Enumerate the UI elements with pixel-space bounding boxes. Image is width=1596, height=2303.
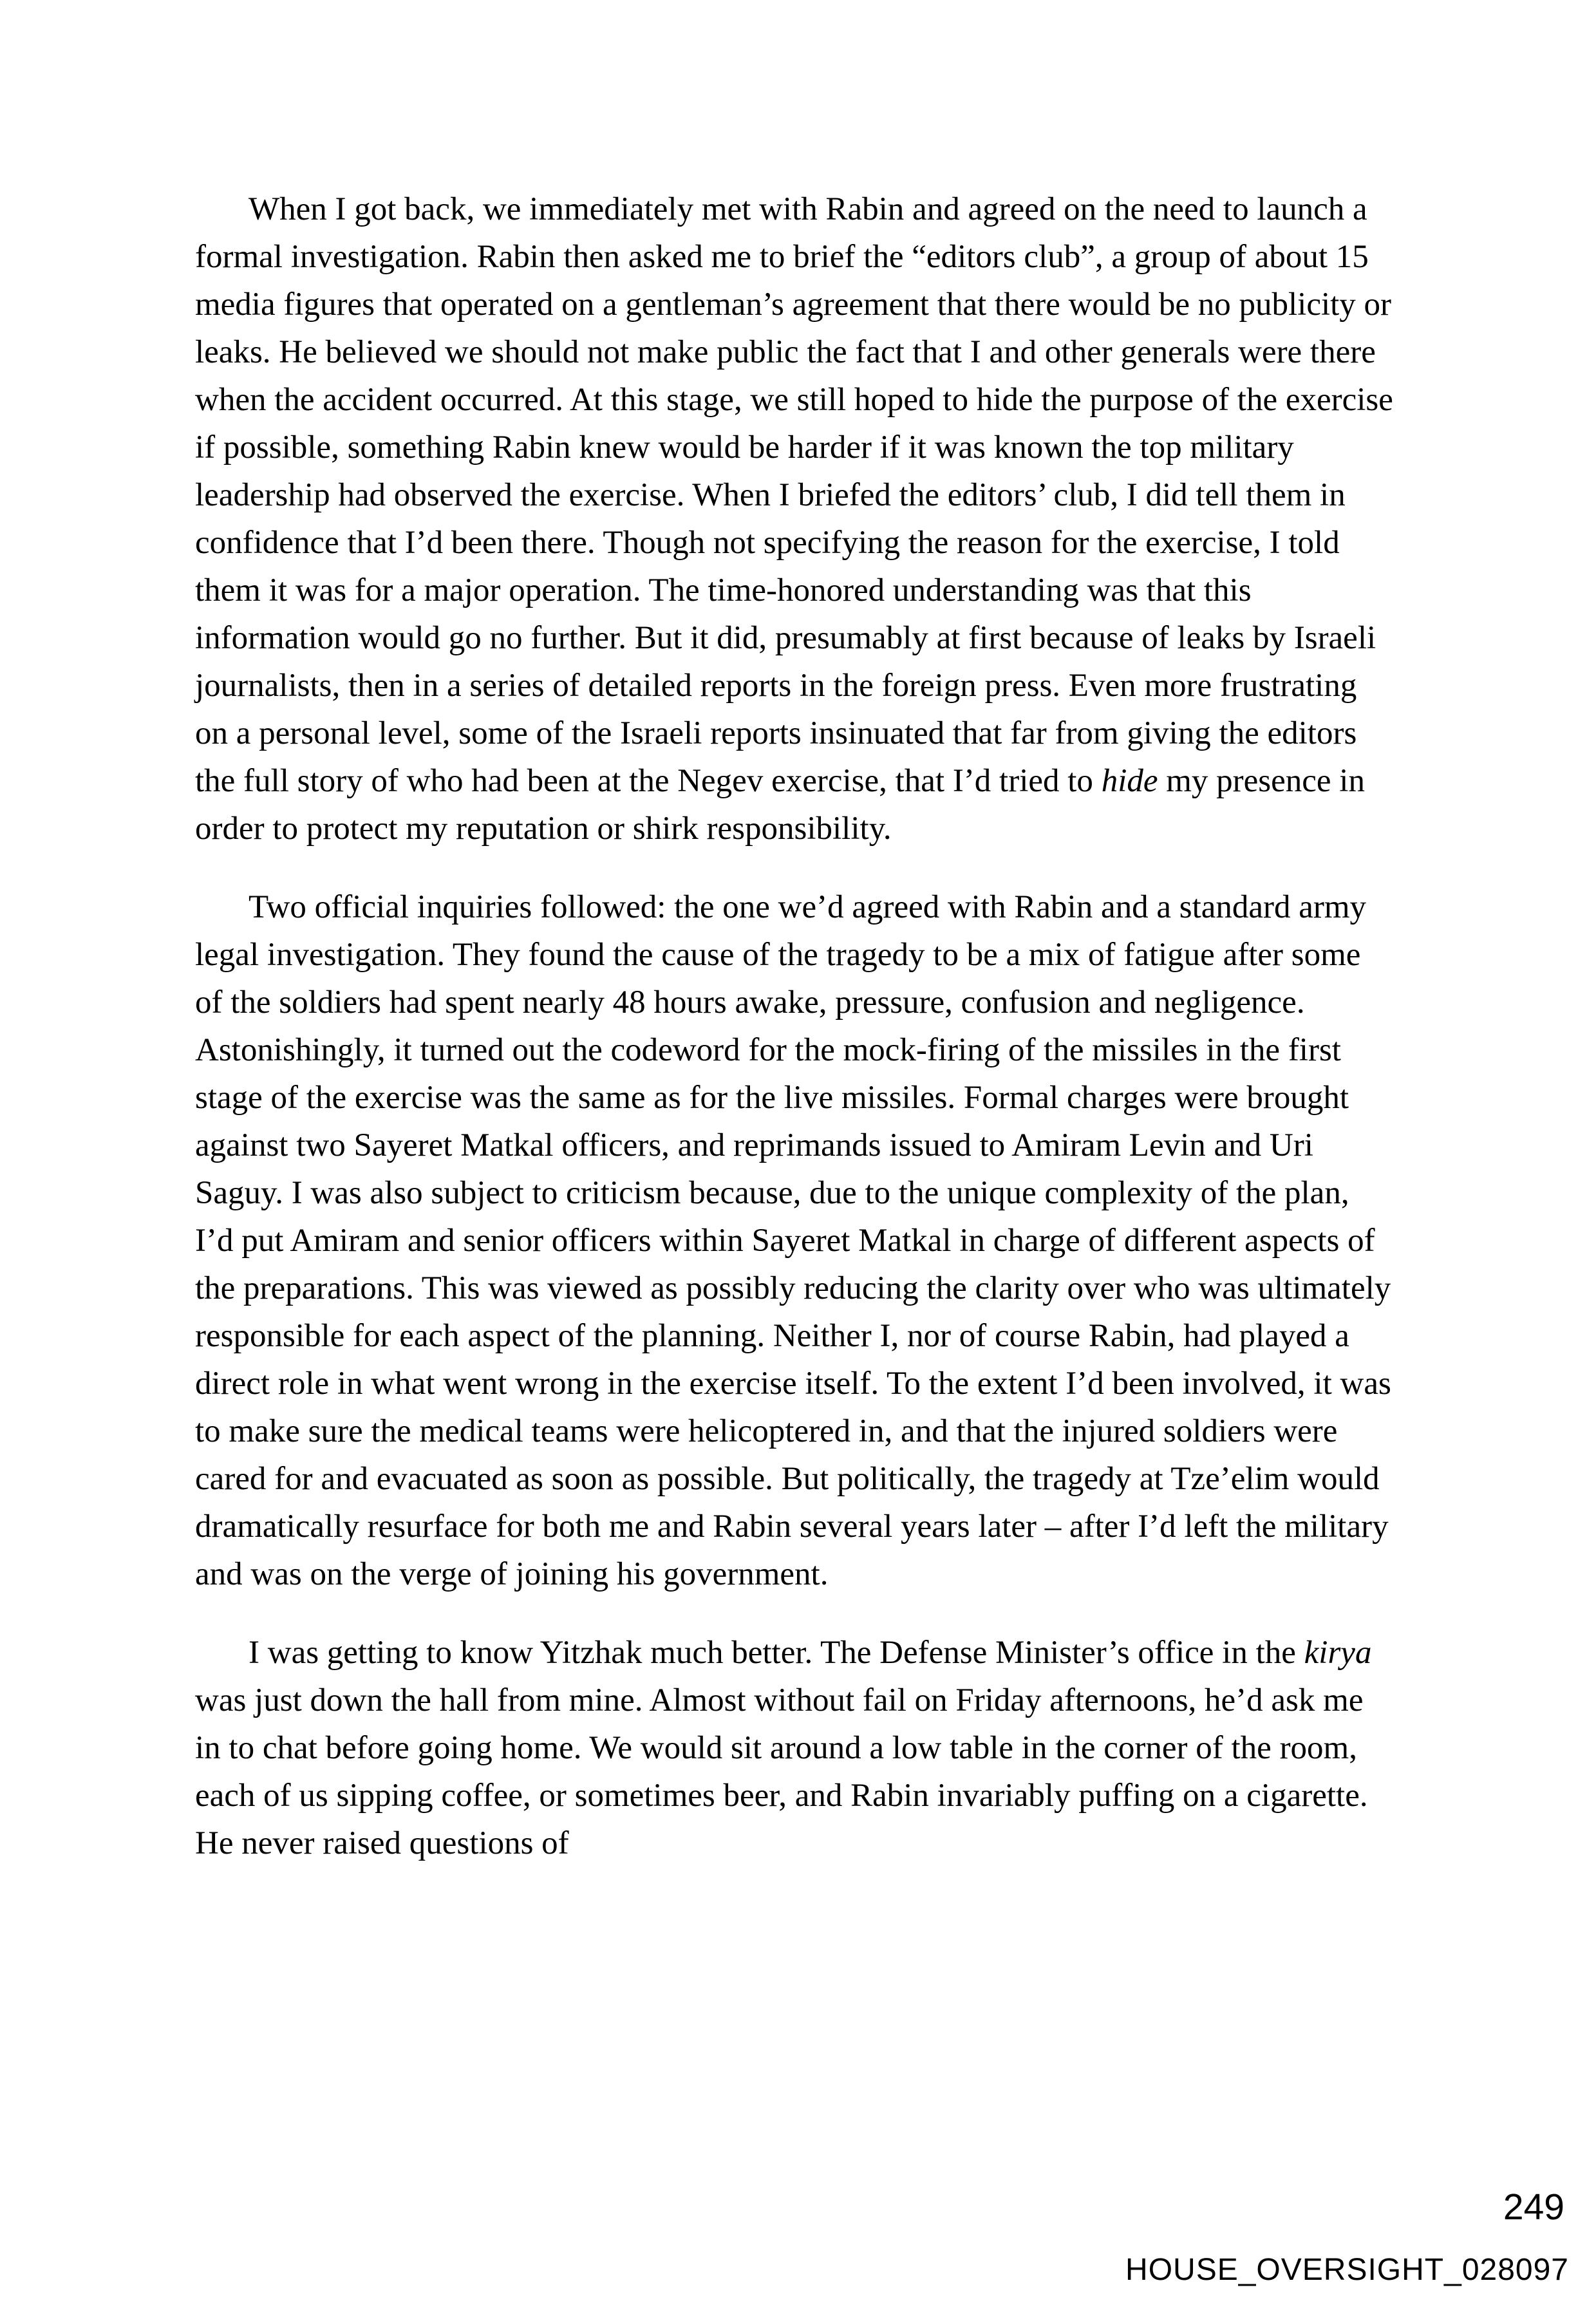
text-run: When I got back, we immediately met with Rabin and agreed on the need to launch a formal investigation. Rabin then asked me to brief the “editors club”, a group of about 15 media figures that operated on a gentleman’s agreement that there would be no publicity or leaks. He believed we should not make public the fact that I and other generals were there when the accident occurred. At this stage, we still hoped to hide the purpose of the exercise if possible, something Rabin knew would be harder if it was known the top military leadership had observed the exercise. When I briefed the editors’ club, I did tell them in confidence that I’d been there. Though not specifying the reason for the exercise, I told them it was for a major operation. The time-honored understanding was that this information would go no further. But it did, presumably at first because of leaks by Israeli journalists, then in a series of detailed reports in the foreign press. Even more frustrating on a personal level, some of the Israeli reports insinuated that far from giving the editors the full story of who had been at the Negev exercise, that I’d tried to <box>195 191 1393 799</box>
italic-text-run: hide <box>1101 763 1158 799</box>
page-body <box>195 185 1394 1898</box>
text-run: my presence in order to protect my reputation or shirk responsibility. <box>195 763 1365 847</box>
paragraph <box>195 185 1394 852</box>
text-run: was just down the hall from mine. Almost without fail on Friday afternoons, he’d ask me in to chat before going home. We would sit around a low table in the corner of the room, each of us sipping coffee, or sometimes beer, and Rabin invariably puffing on a cigarette. He never raised questions of <box>195 1682 1368 1861</box>
italic-text-run: kirya <box>1304 1635 1372 1671</box>
text-run: Two official inquiries followed: the one we’d agreed with Rabin and a standard army legal investigation. They found the cause of the tragedy to be a mix of fatigue after some of the soldiers had spent nearly 48 hours awake, pressure, confusion and negligence. Astonishingly, it turned out the codeword for the mock-firing of the missiles in the first stage of the exercise was the same as for the live missiles. Formal charges were brought against two Sayeret Matkal officers, and reprimands issued to Amiram Levin and Uri Saguy. I was also subject to criticism because, due to the unique complexity of the plan, I’d put Amiram and senior officers within Sayeret Matkal in charge of different aspects of the preparations. This was viewed as possibly reducing the clarity over who was ultimately responsible for each aspect of the planning. Neither I, nor of course Rabin, had played a direct role in what went wrong in the exercise itself. To the extent I’d been involved, it was to make sure the medical teams were helicoptered in, and that the injured soldiers were cared for and evacuated as soon as possible. But politically, the tragedy at Tze’elim would dramatically resurface for both me and Rabin several years later – after I’d left the military and was on the verge of joining his government. <box>195 889 1391 1592</box>
paragraph <box>195 883 1394 1598</box>
text-run: I was getting to know Yitzhak much better. The Defense Minister’s office in the <box>249 1635 1304 1671</box>
paragraph <box>195 1629 1394 1867</box>
page-number: 249 <box>1503 2186 1564 2228</box>
bates-stamp: HOUSE_OVERSIGHT_028097 <box>1125 2253 1569 2287</box>
